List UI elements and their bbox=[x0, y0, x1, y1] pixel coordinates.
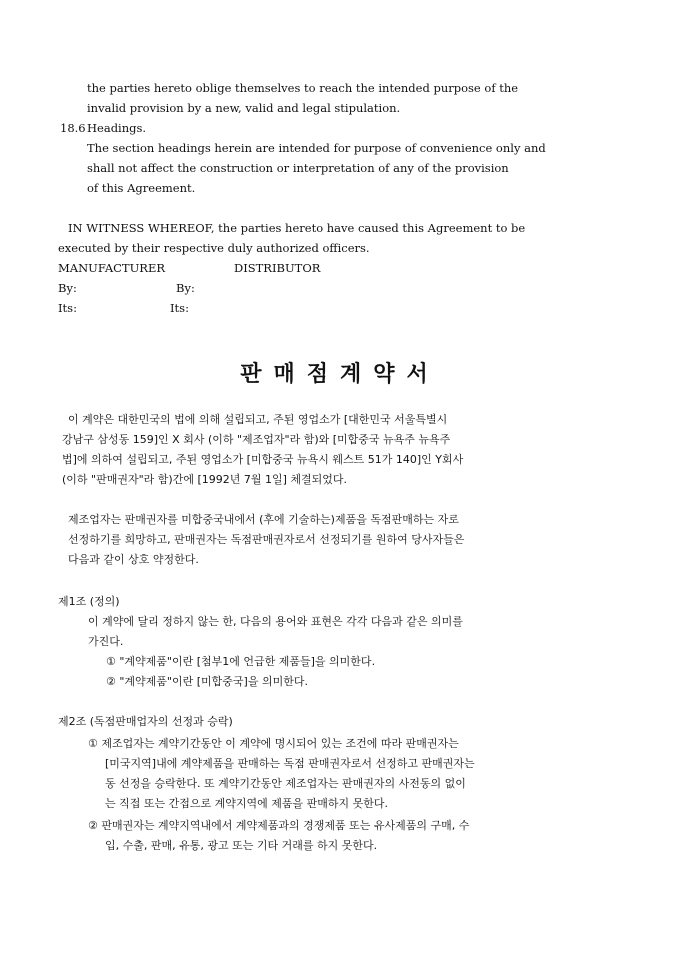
manufacturer-label: MANUFACTURER bbox=[58, 261, 165, 275]
by-label-manufacturer: By: bbox=[58, 281, 77, 295]
article1-item: ② "계약제품"이란 [미합중국]을 의미한다. bbox=[106, 675, 308, 688]
article1-line: 이 계약에 달리 정하지 않는 한, 다음의 용어와 표현은 각각 다음과 같은 의미를 bbox=[88, 615, 463, 628]
preamble-line: 제조업자는 판매권자를 미합중국내에서 (후에 기술하는)제품을 독점판매하는 자로 bbox=[68, 513, 459, 526]
article2-item2-line: 입, 수출, 판매, 유통, 광고 또는 기타 거래를 하지 못한다. bbox=[105, 839, 378, 852]
para-line: the parties hereto oblige themselves to reach the intended purpose of the bbox=[87, 81, 519, 95]
section-heading: Headings. bbox=[87, 121, 147, 135]
by-label-distributor: By: bbox=[176, 281, 195, 295]
intro-line: 강남구 삼성동 159]인 X 회사 (이하 "제조업자"라 함)와 [미합중국 뉴욕주 뉴욕주 bbox=[62, 433, 451, 446]
its-label-distributor: Its: bbox=[170, 301, 189, 315]
preamble-line: 선정하기를 희망하고, 판매권자는 독점판매권자로서 선정되기를 원하여 당사자들은 bbox=[68, 533, 465, 546]
article2-item1-line: ① 제조업자는 계약기간동안 이 계약에 명시되어 있는 조건에 따라 판매권자는 bbox=[88, 737, 459, 750]
para-line: invalid provision by a new, valid and legal stipulation. bbox=[87, 101, 401, 115]
article2-item1-line: [미국지역]내에 계약제품을 판매하는 독점 판매권자로서 선정하고 판매권자는 bbox=[105, 757, 475, 770]
intro-line: (이하 "판매권자"라 함)간에 [1992년 7월 1일] 체결되었다. bbox=[62, 473, 348, 486]
witness-line: executed by their respective duly authorized officers. bbox=[58, 241, 370, 255]
witness-line: IN WITNESS WHEREOF, the parties hereto have caused this Agreement to be bbox=[68, 221, 526, 235]
intro-line: 법]에 의하여 설립되고, 주된 영업소가 [미합중국 뉴욕시 웨스트 51가 140]인 Y회사 bbox=[62, 453, 464, 466]
section-number: 18.6 bbox=[60, 121, 86, 135]
section-line: of this Agreement. bbox=[87, 181, 196, 195]
article1-item: ① "계약제품"이란 [첨부1에 언급한 제품들]을 의미한다. bbox=[106, 655, 376, 668]
section-line: shall not affect the construction or interpretation of any of the provision bbox=[87, 161, 509, 175]
article2-heading: 제2조 (독점판매업자의 선정과 승락) bbox=[58, 715, 233, 728]
section-line: The section headings herein are intended for purpose of convenience only and bbox=[87, 141, 546, 155]
article1-heading: 제1조 (정의) bbox=[58, 595, 120, 608]
its-label-manufacturer: Its: bbox=[58, 301, 77, 315]
intro-line: 이 계약은 대한민국의 법에 의해 설립되고, 주된 영업소가 [대한민국 서울특별시 bbox=[68, 413, 448, 426]
article2-item2-line: ② 판매권자는 계약지역내에서 계약제품과의 경쟁제품 또는 유사제품의 구매, 수 bbox=[88, 819, 470, 832]
preamble-line: 다음과 같이 상호 약정한다. bbox=[68, 553, 199, 566]
contract-title: 판매점계약서 bbox=[240, 362, 440, 387]
distributor-label: DISTRIBUTOR bbox=[234, 261, 321, 275]
article2-item1-line: 는 직접 또는 간접으로 계약지역에 제품을 판매하지 못한다. bbox=[105, 797, 388, 810]
article2-item1-line: 동 선정을 승락한다. 또 계약기간동안 제조업자는 판매권자의 사전동의 없이 bbox=[105, 777, 466, 790]
article1-line: 가진다. bbox=[88, 635, 124, 648]
